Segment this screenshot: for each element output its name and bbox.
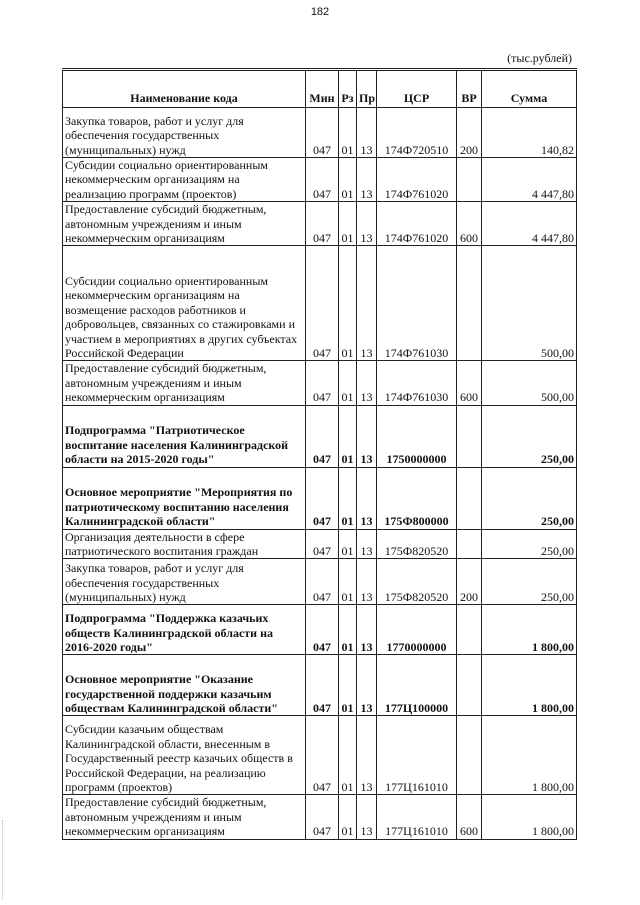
row-vr [457, 405, 482, 467]
table-row [63, 655, 577, 716]
table-row [63, 246, 577, 361]
row-name: Подпрограмма "Патриотическое воспитание населения Калининградской области на 2015-2020 годы" [63, 405, 306, 467]
row-name: Предоставление субсидий бюджетным, автономным учреждениям и иным некоммерческим организациям [63, 795, 306, 839]
row-pr: 13 [357, 605, 377, 655]
row-vr [457, 655, 482, 716]
row-name: Закупка товаров, работ и услуг для обеспечения государственных (муниципальных) нужд [63, 559, 306, 605]
row-rz: 01 [339, 655, 357, 716]
row-min: 047 [306, 605, 339, 655]
row-min: 047 [306, 655, 339, 716]
row-csr: 1770000000 [377, 605, 457, 655]
row-rz: 01 [339, 716, 357, 795]
row-pr: 13 [357, 202, 377, 246]
row-name: Основное мероприятие "Оказание государственной поддержки казачьим обществам Калининградской области" [63, 655, 306, 716]
row-vr [457, 716, 482, 795]
table-row [63, 158, 577, 202]
row-sum: 250,00 [482, 467, 577, 529]
row-csr: 177Ц161010 [377, 716, 457, 795]
row-vr: 600 [457, 795, 482, 839]
row-rz: 01 [339, 795, 357, 839]
row-sum: 500,00 [482, 246, 577, 361]
table-row [63, 108, 577, 158]
row-vr [457, 467, 482, 529]
row-rz: 01 [339, 108, 357, 158]
row-pr: 13 [357, 529, 377, 559]
table-row [63, 795, 577, 839]
row-csr: 174Ф761030 [377, 246, 457, 361]
row-pr: 13 [357, 405, 377, 467]
row-pr: 13 [357, 108, 377, 158]
row-min: 047 [306, 559, 339, 605]
table-row [63, 202, 577, 246]
row-vr [457, 158, 482, 202]
row-sum: 1 800,00 [482, 655, 577, 716]
row-min: 047 [306, 108, 339, 158]
row-csr: 174Ф720510 [377, 108, 457, 158]
row-vr: 200 [457, 559, 482, 605]
row-min: 047 [306, 361, 339, 405]
row-rz: 01 [339, 605, 357, 655]
table-row [63, 405, 577, 467]
row-pr: 13 [357, 246, 377, 361]
table-row [63, 529, 577, 559]
table-row [63, 716, 577, 795]
table-header-row [63, 70, 577, 108]
row-sum: 4 447,80 [482, 202, 577, 246]
row-csr: 175Ф820520 [377, 529, 457, 559]
row-csr: 1750000000 [377, 405, 457, 467]
table-row [63, 559, 577, 605]
row-vr: 200 [457, 108, 482, 158]
row-vr [457, 605, 482, 655]
scan-edge-mark [2, 820, 4, 900]
row-min: 047 [306, 467, 339, 529]
row-name: Субсидии казачьим обществам Калининградской области, внесенным в Государственный реестр казачьих обществ в Российской Федерации, на реализацию программ (проектов) [63, 716, 306, 795]
row-name: Подпрограмма "Поддержка казачьих обществ Калининградской области на 2016-2020 годы" [63, 605, 306, 655]
row-name: Субсидии социально ориентированным некоммерческим организациям на реализацию программ (проектов) [63, 158, 306, 202]
row-name: Организация деятельности в сфере патриотического воспитания граждан [63, 529, 306, 559]
row-min: 047 [306, 405, 339, 467]
row-csr: 174Ф761030 [377, 361, 457, 405]
row-name: Предоставление субсидий бюджетным, автономным учреждениям и иным некоммерческим организациям [63, 202, 306, 246]
row-rz: 01 [339, 202, 357, 246]
row-min: 047 [306, 795, 339, 839]
row-csr: 175Ф820520 [377, 559, 457, 605]
row-csr: 174Ф761020 [377, 158, 457, 202]
row-name: Основное мероприятие "Мероприятия по патриотическому воспитанию населения Калининградской области" [63, 467, 306, 529]
row-sum: 500,00 [482, 361, 577, 405]
row-csr: 175Ф800000 [377, 467, 457, 529]
row-pr: 13 [357, 361, 377, 405]
row-name: Закупка товаров, работ и услуг для обеспечения государственных (муниципальных) нужд [63, 108, 306, 158]
row-vr [457, 246, 482, 361]
row-rz: 01 [339, 405, 357, 467]
row-min: 047 [306, 246, 339, 361]
row-min: 047 [306, 716, 339, 795]
row-min: 047 [306, 158, 339, 202]
row-sum: 250,00 [482, 559, 577, 605]
row-rz: 01 [339, 559, 357, 605]
row-csr: 177Ц161010 [377, 795, 457, 839]
row-min: 047 [306, 202, 339, 246]
table-row [63, 361, 577, 405]
units-label: (тыс.рублей) [507, 51, 572, 65]
row-vr: 600 [457, 202, 482, 246]
header-pr: Пр [357, 70, 377, 108]
row-pr: 13 [357, 716, 377, 795]
row-sum: 250,00 [482, 529, 577, 559]
row-sum: 1 800,00 [482, 605, 577, 655]
row-name: Субсидии социально ориентированным некоммерческим организациям на возмещение расходов работников и добровольцев, связанных со стажировками и участием в мероприятиях в других субъектах Российской Федерации [63, 246, 306, 361]
header-csr: ЦСР [377, 70, 457, 108]
row-name: Предоставление субсидий бюджетным, автономным учреждениям и иным некоммерческим организациям [63, 361, 306, 405]
row-csr: 177Ц100000 [377, 655, 457, 716]
page-number: 182 [310, 6, 330, 18]
row-rz: 01 [339, 467, 357, 529]
row-pr: 13 [357, 158, 377, 202]
row-rz: 01 [339, 529, 357, 559]
row-sum: 4 447,80 [482, 158, 577, 202]
row-sum: 1 800,00 [482, 716, 577, 795]
row-pr: 13 [357, 467, 377, 529]
row-rz: 01 [339, 246, 357, 361]
row-vr: 600 [457, 361, 482, 405]
budget-table [62, 68, 577, 840]
header-min: Мин [306, 70, 339, 108]
row-rz: 01 [339, 158, 357, 202]
header-vr: ВР [457, 70, 482, 108]
row-sum: 250,00 [482, 405, 577, 467]
row-min: 047 [306, 529, 339, 559]
row-sum: 1 800,00 [482, 795, 577, 839]
row-rz: 01 [339, 361, 357, 405]
row-pr: 13 [357, 655, 377, 716]
row-vr [457, 529, 482, 559]
row-pr: 13 [357, 559, 377, 605]
header-rz: Рз [339, 70, 357, 108]
row-pr: 13 [357, 795, 377, 839]
table-row [63, 605, 577, 655]
table-row [63, 467, 577, 529]
header-sum: Сумма [482, 70, 577, 108]
row-sum: 140,82 [482, 108, 577, 158]
header-name: Наименование кода [63, 70, 306, 108]
row-csr: 174Ф761020 [377, 202, 457, 246]
